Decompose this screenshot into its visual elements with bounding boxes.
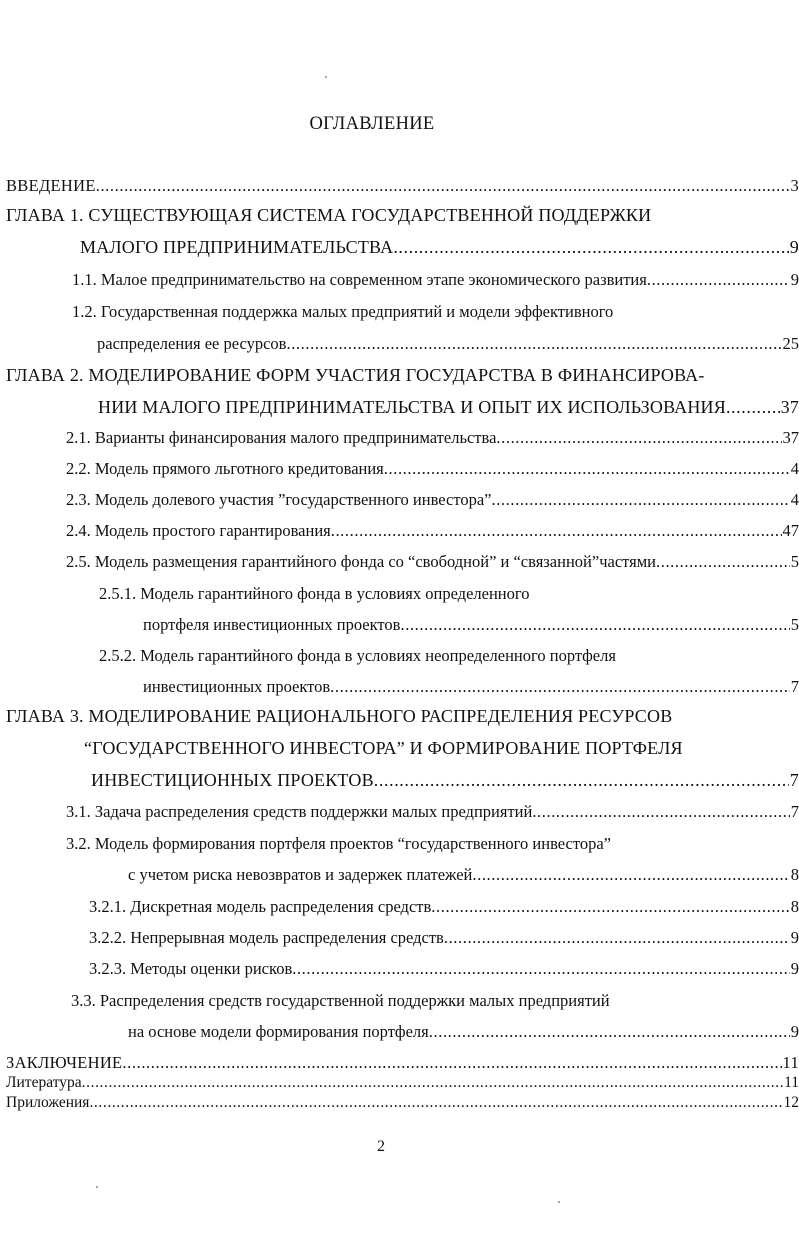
toc-page-number: 5 xyxy=(790,552,799,571)
dot-leader xyxy=(647,270,790,290)
dot-leader xyxy=(292,959,790,979)
toc-page-number: 4 xyxy=(790,490,799,509)
toc-entry-text: МАЛОГО ПРЕДПРИНИМАТЕЛЬСТВА xyxy=(80,237,394,257)
scan-speck xyxy=(96,1186,98,1188)
toc-3-2-line1: 3.2. Модель формирования портфеля проектов “государственного инвестора” xyxy=(66,834,611,853)
dot-leader xyxy=(96,176,790,196)
dot-leader xyxy=(384,459,790,479)
toc-entry-3-2-2 xyxy=(89,928,799,952)
toc-entry-text: 3.1. Задача распределения средств поддержки малых предприятий xyxy=(66,802,533,821)
toc-page-number: 8 xyxy=(790,897,799,916)
toc-entry-text: 2.3. Модель долевого участия ”государственного инвестора” xyxy=(66,490,492,509)
toc-entry-text: 2.4. Модель простого гарантирования xyxy=(66,521,331,540)
toc-chapter-2-line1: ГЛАВА 2. МОДЕЛИРОВАНИЕ ФОРМ УЧАСТИЯ ГОСУДАРСТВА В ФИНАНСИРОВА- xyxy=(6,365,705,385)
toc-2-5-1-line1: 2.5.1. Модель гарантийного фонда в условиях определенного xyxy=(99,584,530,603)
dot-leader xyxy=(429,1022,790,1042)
toc-entry-1-1 xyxy=(72,270,799,294)
dot-leader xyxy=(726,397,780,418)
toc-page-number: 11 xyxy=(784,1074,799,1091)
toc-entry-text: 2.5. Модель размещения гарантийного фонда со “свободной” и “связанной”частями xyxy=(66,552,656,571)
toc-title: ОГЛАВЛЕНИЕ xyxy=(309,114,435,134)
toc-entry-text: Приложения xyxy=(6,1094,90,1111)
toc-entry-2-4 xyxy=(66,521,799,545)
toc-entry-text: ВВЕДЕНИЕ xyxy=(6,176,96,195)
toc-entry-2-2 xyxy=(66,459,799,483)
toc-page-number: 37 xyxy=(782,428,799,447)
toc-entry-text: 2.1. Варианты финансирования малого предпринимательства xyxy=(66,428,497,447)
dot-leader xyxy=(400,615,789,635)
dot-leader xyxy=(491,490,789,510)
dot-leader xyxy=(89,1094,782,1112)
toc-entry-text: инвестиционных проектов xyxy=(143,677,331,696)
toc-entry-3-1 xyxy=(66,802,799,826)
toc-entry-2-3 xyxy=(66,490,799,514)
toc-page-number: 9 xyxy=(790,959,799,978)
toc-page-number: 9 xyxy=(790,928,799,947)
toc-entry-text: 3.2.3. Методы оценки рисков xyxy=(89,959,293,978)
dot-leader xyxy=(532,802,789,822)
toc-entry-text: 1.1. Малое предпринимательство на современном этапе экономического развития xyxy=(72,270,647,289)
toc-entry-text: НИИ МАЛОГО ПРЕДПРИНИМАТЕЛЬСТВА И ОПЫТ ИХ ИСПОЛЬЗОВАНИЯ xyxy=(98,397,726,417)
toc-page-number: 11 xyxy=(782,1053,799,1072)
toc-entry-chapter-2 xyxy=(98,397,799,421)
toc-entry-2-5-1 xyxy=(143,615,799,639)
toc-entry-chapter-3 xyxy=(91,770,799,794)
toc-entry-text: ЗАКЛЮЧЕНИЕ xyxy=(6,1053,123,1072)
toc-page-number: 25 xyxy=(782,334,799,353)
toc-entry-3-2-3 xyxy=(89,959,799,983)
toc-page-number: 37 xyxy=(780,397,799,417)
toc-entry-chapter-1 xyxy=(80,237,799,261)
toc-entry-3-2-1 xyxy=(89,897,799,921)
dot-leader xyxy=(331,521,782,541)
toc-page-number: 3 xyxy=(790,176,799,195)
toc-entry-text: Литература xyxy=(6,1074,82,1091)
toc-entry-2-5-2 xyxy=(143,677,799,701)
toc-page-number: 4 xyxy=(790,459,799,478)
scan-speck xyxy=(325,76,327,78)
toc-entry-text: портфеля инвестиционных проектов xyxy=(143,615,401,634)
toc-page-number: 5 xyxy=(790,615,799,634)
dot-leader xyxy=(472,865,789,885)
scan-speck xyxy=(558,1201,560,1203)
toc-entry-text: 3.2.2. Непрерывная модель распределения средств xyxy=(89,928,444,947)
toc-chapter-1-line1: ГЛАВА 1. СУЩЕСТВУЮЩАЯ СИСТЕМА ГОСУДАРСТВЕННОЙ ПОДДЕРЖКИ xyxy=(6,205,652,225)
toc-page-number: 9 xyxy=(790,1022,799,1041)
toc-entry-3-2 xyxy=(128,865,799,889)
dot-leader xyxy=(431,897,789,917)
toc-entry-introduction xyxy=(6,176,799,200)
toc-entry-appendices xyxy=(6,1094,799,1118)
toc-page-number: 9 xyxy=(789,237,799,257)
toc-page-number: 12 xyxy=(783,1094,799,1111)
toc-entry-text: на основе модели формирования портфеля xyxy=(128,1022,429,1041)
toc-page-number: 8 xyxy=(790,865,799,884)
dot-leader xyxy=(393,237,788,258)
toc-chapter-3-line1: ГЛАВА 3. МОДЕЛИРОВАНИЕ РАЦИОНАЛЬНОГО РАСПРЕДЕЛЕНИЯ РЕСУРСОВ xyxy=(6,706,673,726)
dot-leader xyxy=(374,770,789,791)
dot-leader xyxy=(82,1074,783,1092)
dot-leader xyxy=(330,677,790,697)
dot-leader xyxy=(496,428,781,448)
toc-1-2-line1: 1.2. Государственная поддержка малых предприятий и модели эффективного xyxy=(72,302,614,321)
toc-3-3-line1: 3.3. Распределения средств государственной поддержки малых предприятий xyxy=(71,991,610,1010)
toc-entry-text: 2.2. Модель прямого льготного кредитования xyxy=(66,459,384,478)
toc-entry-2-5 xyxy=(66,552,799,576)
dot-leader xyxy=(444,928,790,948)
dot-leader xyxy=(122,1053,781,1073)
toc-2-5-2-line1: 2.5.2. Модель гарантийного фонда в условиях неопределенного портфеля xyxy=(99,646,616,665)
toc-entry-1-2 xyxy=(97,334,799,358)
toc-page-number: 7 xyxy=(790,802,799,821)
toc-entry-text: ИНВЕСТИЦИОННЫХ ПРОЕКТОВ xyxy=(91,770,374,790)
toc-entry-text: 3.2.1. Дискретная модель распределения средств xyxy=(89,897,432,916)
toc-page-number: 9 xyxy=(790,270,799,289)
toc-entry-text: с учетом риска невозвратов и задержек платежей xyxy=(128,865,473,884)
page-number: 2 xyxy=(377,1138,385,1155)
toc-entry-2-1 xyxy=(66,428,799,452)
toc-chapter-3-line2: “ГОСУДАРСТВЕННОГО ИНВЕСТОРА” И ФОРМИРОВАНИЕ ПОРТФЕЛЯ xyxy=(84,738,683,758)
toc-entry-text: распределения ее ресурсов xyxy=(97,334,287,353)
toc-page-number: 47 xyxy=(782,521,799,540)
toc-page-number: 7 xyxy=(790,677,799,696)
toc-entry-3-3 xyxy=(128,1022,799,1046)
dot-leader xyxy=(286,334,781,354)
dot-leader xyxy=(656,552,790,572)
toc-page-number: 7 xyxy=(789,770,799,790)
